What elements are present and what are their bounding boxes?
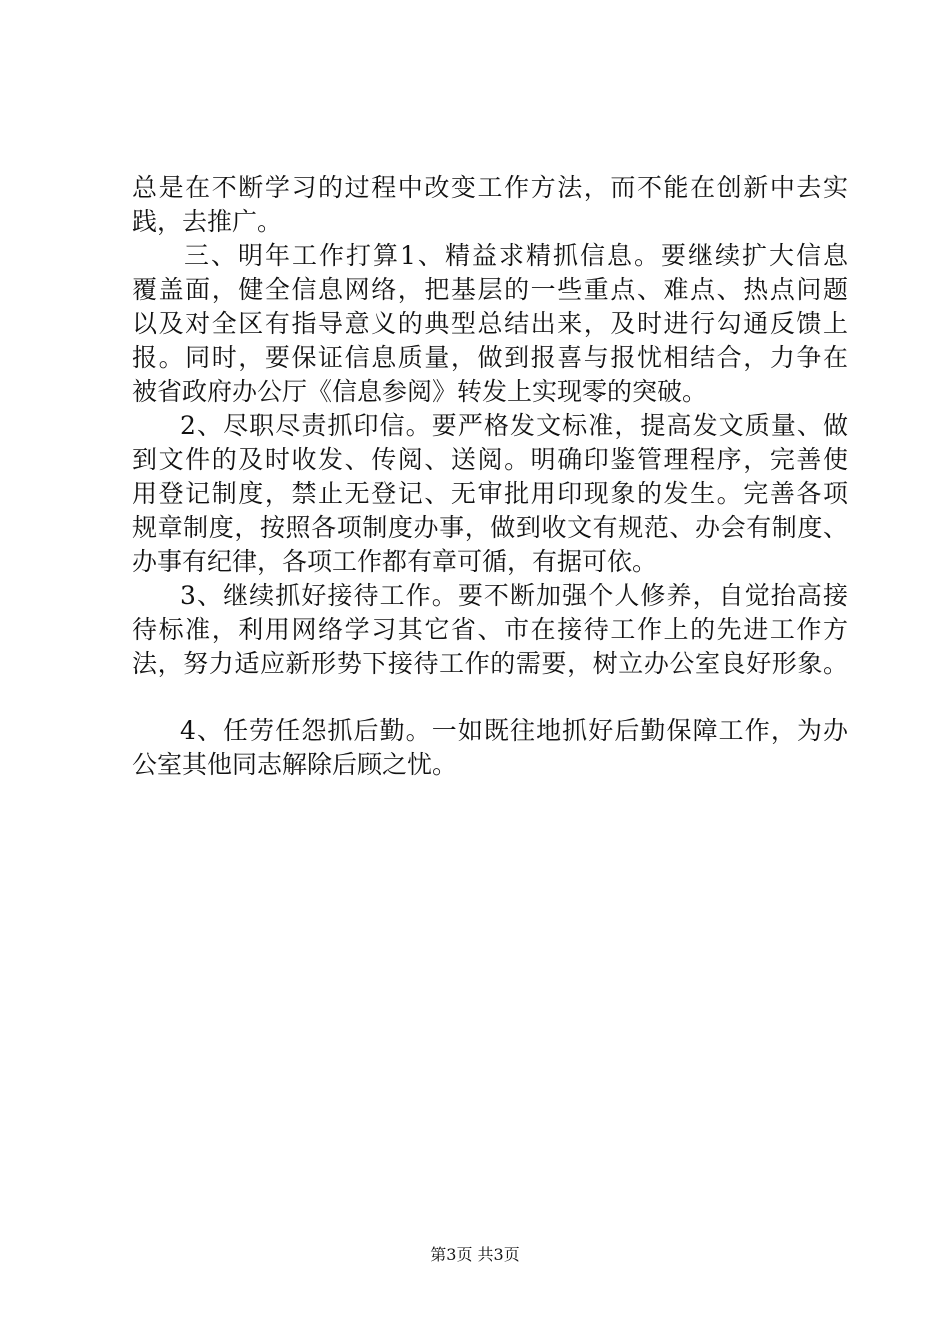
text-line: 用登记制度，禁止无登记、无审批用印现象的发生。完善各项 [132,479,848,508]
text-line: 到文件的及时收发、传阅、送阅。明确印鉴管理程序，完善使 [132,445,848,474]
page-number-label: 第3页 共3页 [430,1245,520,1264]
text-line: 被省政府办公厅《信息参阅》转发上实现零的突破。 [132,377,708,406]
text-line: 公室其他同志解除后顾之忧。 [132,750,458,779]
document-body [132,171,848,782]
text-line: 2、尽职尽责抓印信。要严格发文标准，提高发文质量、做 [180,411,848,440]
text-line: 以及对全区有指导意义的典型总结出来，及时进行勾通反馈上 [132,309,848,338]
text-line: 3、继续抓好接待工作。要不断加强个人修养，自觉抬高接 [180,581,848,610]
text-line: 规章制度，按照各项制度办事，做到收文有规范、办会有制度、 [132,513,848,542]
text-line: 法，努力适应新形势下接待工作的需要，树立办公室良好形象。 [132,649,848,678]
text-line: 办事有纪律，各项工作都有章可循，有据可依。 [132,547,658,576]
text-line: 总是在不断学习的过程中改变工作方法，而不能在创新中去实 [132,173,848,202]
text-line: 报。同时，要保证信息质量，做到报喜与报忧相结合，力争在 [132,343,848,372]
text-line: 4、任劳任怨抓后勤。一如既往地抓好后勤保障工作，为办 [180,716,848,745]
text-line: 覆盖面，健全信息网络，把基层的一些重点、难点、热点问题 [132,275,848,304]
text-line: 待标准，利用网络学习其它省、市在接待工作上的先进工作方 [132,615,848,644]
paragraph-gap [132,681,848,714]
text-line: 三、明年工作打算1、精益求精抓信息。要继续扩大信息 [184,241,848,270]
text-line: 践，去推广。 [132,207,283,236]
page-footer [0,1243,950,1267]
